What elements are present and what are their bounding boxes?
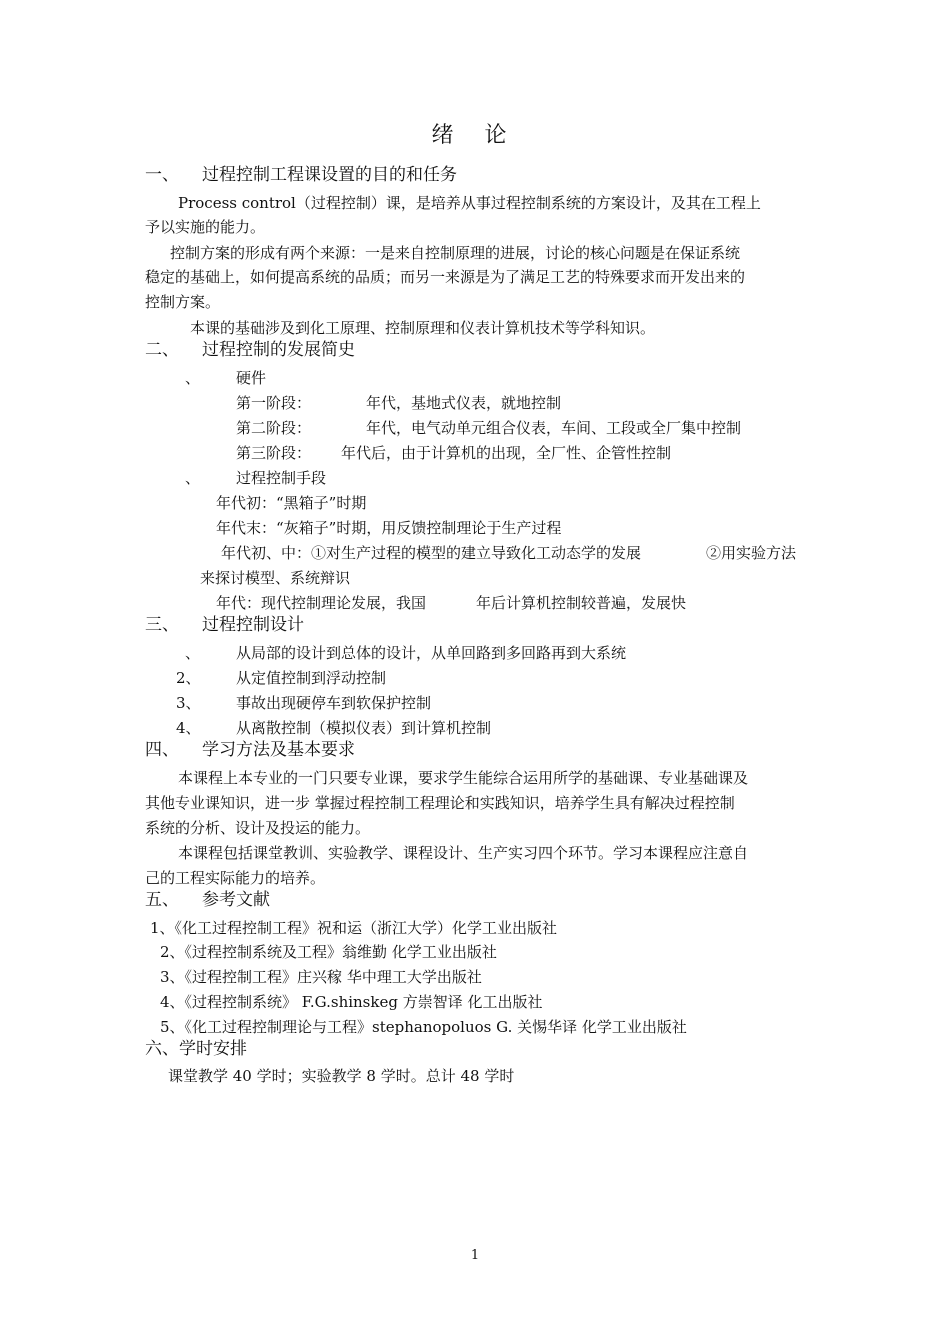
para-5-line-2: 己的工程实际能力的培养。 — [145, 869, 326, 887]
section-4-title: 学习方法及基本要求 — [202, 740, 355, 760]
para-2-line-2: 稳定的基础上，如何提高系统的品质；而另一来源是为了满足工艺的特殊要求而开发出来的 — [145, 268, 746, 286]
section-3-title: 过程控制设计 — [202, 615, 304, 635]
means-line-4a: 年代：现代控制理论发展，我国 — [216, 594, 427, 612]
means-line-1: 年代初：“黑箱子”时期 — [216, 494, 367, 512]
hardware-number: 、 — [185, 369, 201, 387]
design-item-3-text: 事故出现硬停车到软保护控制 — [236, 694, 432, 712]
design-item-1-text: 从局部的设计到总体的设计，从单回路到多回路再到大系统 — [236, 644, 627, 662]
para-4-line-2: 其他专业课知识，进一步 掌握过程控制工程理论和实践知识，培养学生具有解决过程控制 — [145, 794, 735, 812]
reference-4: 4、《过程控制系统》 F.G.shinskeg 方崇智译 化工出版社 — [160, 993, 543, 1011]
design-item-1-number: 、 — [185, 644, 201, 662]
means-line-2: 年代末：“灰箱子”时期，用反馈控制理论于生产过程 — [216, 519, 562, 537]
reference-3: 3、《过程控制工程》庄兴稼 华中理工大学出版社 — [160, 968, 482, 986]
page-number: 1 — [470, 1248, 480, 1263]
stage-3-name: 第三阶段： — [236, 444, 312, 462]
section-2-title: 过程控制的发展简史 — [202, 340, 355, 360]
para-6: 课堂教学 40 学时；实验教学 8 学时。总计 48 学时 — [168, 1067, 515, 1085]
means-line-3a: 年代初、中：①对生产过程的模型的建立导致化工动态学的发展 — [221, 544, 642, 562]
stage-1-name: 第一阶段： — [236, 394, 312, 412]
reference-5: 5、《化工过程控制理论与工程》stephanopoluos G. 关惕华译 化学工业出版社 — [160, 1018, 687, 1036]
section-4-number: 四、 — [145, 740, 179, 760]
means-line-4b: 年后计算机控制较普遍，发展快 — [476, 594, 687, 612]
stage-3-text: 年代后，由于计算机的出现，全厂性、企管性控制 — [341, 444, 672, 462]
para-5-line-1: 本课程包括课堂教训、实验教学、课程设计、生产实习四个环节。学习本课程应注意自 — [178, 844, 749, 862]
means-line-3b: ②用实验方法 — [706, 544, 797, 562]
section-5-number: 五、 — [145, 890, 179, 910]
hardware-label: 硬件 — [236, 369, 267, 387]
reference-1: 1、《化工过程控制工程》祝和运（浙江大学）化学工业出版社 — [150, 919, 558, 937]
para-2-line-1: 控制方案的形成有两个来源：一是来自控制原理的进展，讨论的核心问题是在保证系统 — [170, 244, 741, 262]
design-item-4-text: 从离散控制（模拟仪表）到计算机控制 — [236, 719, 492, 737]
para-1-line-1: Process control（过程控制）课，是培养从事过程控制系统的方案设计，及其在工程上 — [178, 194, 761, 212]
para-4-line-1: 本课程上本专业的一门只要专业课，要求学生能综合运用所学的基础课、专业基础课及 — [178, 769, 749, 787]
design-item-2-text: 从定值控制到浮动控制 — [236, 669, 387, 687]
para-3: 本课的基础涉及到化工原理、控制原理和仪表计算机技术等学科知识。 — [190, 319, 656, 337]
section-3-number: 三、 — [145, 615, 179, 635]
stage-2-name: 第二阶段： — [236, 419, 312, 437]
para-4-line-3: 系统的分析、设计及投运的能力。 — [145, 819, 371, 837]
design-item-2-number: 2、 — [176, 669, 201, 687]
means-number: 、 — [185, 469, 201, 487]
section-1-number: 一、 — [145, 165, 179, 185]
means-line-3c: 来探讨模型、系统辩识 — [200, 569, 351, 587]
section-2-number: 二、 — [145, 340, 179, 360]
design-item-4-number: 4、 — [176, 719, 201, 737]
means-label: 过程控制手段 — [236, 469, 327, 487]
stage-1-text: 年代，基地式仪表，就地控制 — [366, 394, 562, 412]
document-title: 绪 论 — [431, 123, 519, 148]
para-2-line-3: 控制方案。 — [145, 293, 221, 311]
stage-2-text: 年代，电气动单元组合仪表，车间、工段或全厂集中控制 — [366, 419, 742, 437]
section-5-title: 参考文献 — [202, 890, 270, 910]
para-1-line-2: 予以实施的能力。 — [145, 218, 266, 236]
design-item-3-number: 3、 — [176, 694, 201, 712]
section-6-title: 六、学时安排 — [145, 1039, 247, 1059]
section-1-title: 过程控制工程课设置的目的和任务 — [202, 165, 457, 185]
reference-2: 2、《过程控制系统及工程》翁维勤 化学工业出版社 — [160, 943, 497, 961]
